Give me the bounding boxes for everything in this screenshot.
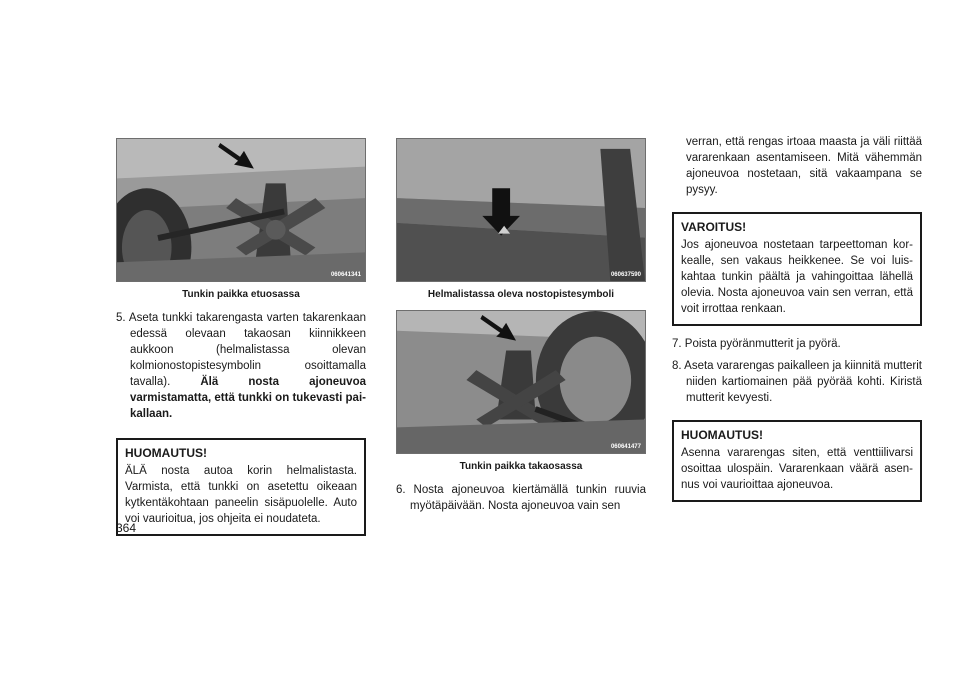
step-5-emphasis: Älä nosta ajoneuvoa varmistamatta, että tunkki on tukevasti paikallaan. [130,376,366,420]
photo-rear-jack [396,310,646,454]
photo-caption: Helmalistassa oleva nostopistesymboli [427,289,615,300]
step-6-continued: verran, että rengas irtoaa maasta ja väli riittää vararenkaan asentamiseen. Mitä vähemmän ajoneuvoa nostetaan, sitä vakaampana se pysyy. [686,136,922,196]
step-6: 6. Nosta ajoneuvoa kiertämällä tunkin ruuvia myötäpäivään. Nosta ajoneuvoa vain sen [396,484,646,512]
step-8: 8. Aseta vararengas paikalleen ja kiinnitä mutterit niiden kartiomainen pää pyörää kohti. Kiristä mutterit kevyesti. [672,360,922,404]
warning-box [672,212,922,326]
step-5 [116,310,366,422]
rear-jack-illustration [397,311,645,453]
photo-caption: Tunkin paikka etuosassa [182,289,300,300]
photo-code: 060641341 [330,272,361,278]
photo-code: 060637590 [610,272,641,278]
page-number: 364 [116,521,137,535]
photo-sill-symbol [396,138,646,282]
notice-box [116,438,366,536]
right-column [672,134,922,502]
warning-text: Jos ajoneuvoa nostetaan tarpeettoman korkealle, sen vakaus heikkenee. Se voi luiskahtaa tunkin päältä ja vahingoittaa lähellä olevia. Nosta ajoneuvoa vain sen verran, että voit irrottaa renkaan. [681,239,913,315]
notice-title: HUOMAUTUS! [681,428,763,442]
middle-column [396,138,646,514]
notice-title: HUOMAUTUS! [125,446,207,460]
front-jack-illustration [117,139,365,281]
notice-text: Asenna vararengas siten, että venttiilivarsi osoittaa ulospäin. Vararenkaan väärä asennus voi vaurioittaa ajoneuvoa. [681,447,913,491]
notice-text: ÄLÄ nosta autoa korin helmalistasta. Varmista, että tunkki on asetettu oikeaan kytkentäkohtaan paneelin sisäpuolelle. Auto voi vaurioitua, jos ohjeita ei noudateta. [125,465,357,525]
photo-code: 060641477 [610,444,641,450]
photo-caption: Tunkin paikka takaosassa [459,461,583,472]
photo-front-jack [116,138,366,282]
step-5-text: 5. Aseta tunkki takarengasta varten takarenkaan edessä olevaan takaosan kiinnikkeen aukkoon (helmalistassa olevan kolmionostopistesymbolin osoittamalla tavalla). [116,312,366,388]
sill-symbol-illustration [397,139,645,281]
warning-title: VAROITUS! [681,220,747,234]
notice-box [672,420,922,502]
step-7: 7. Poista pyöränmutterit ja pyörä. [672,338,841,350]
left-column [116,138,366,536]
